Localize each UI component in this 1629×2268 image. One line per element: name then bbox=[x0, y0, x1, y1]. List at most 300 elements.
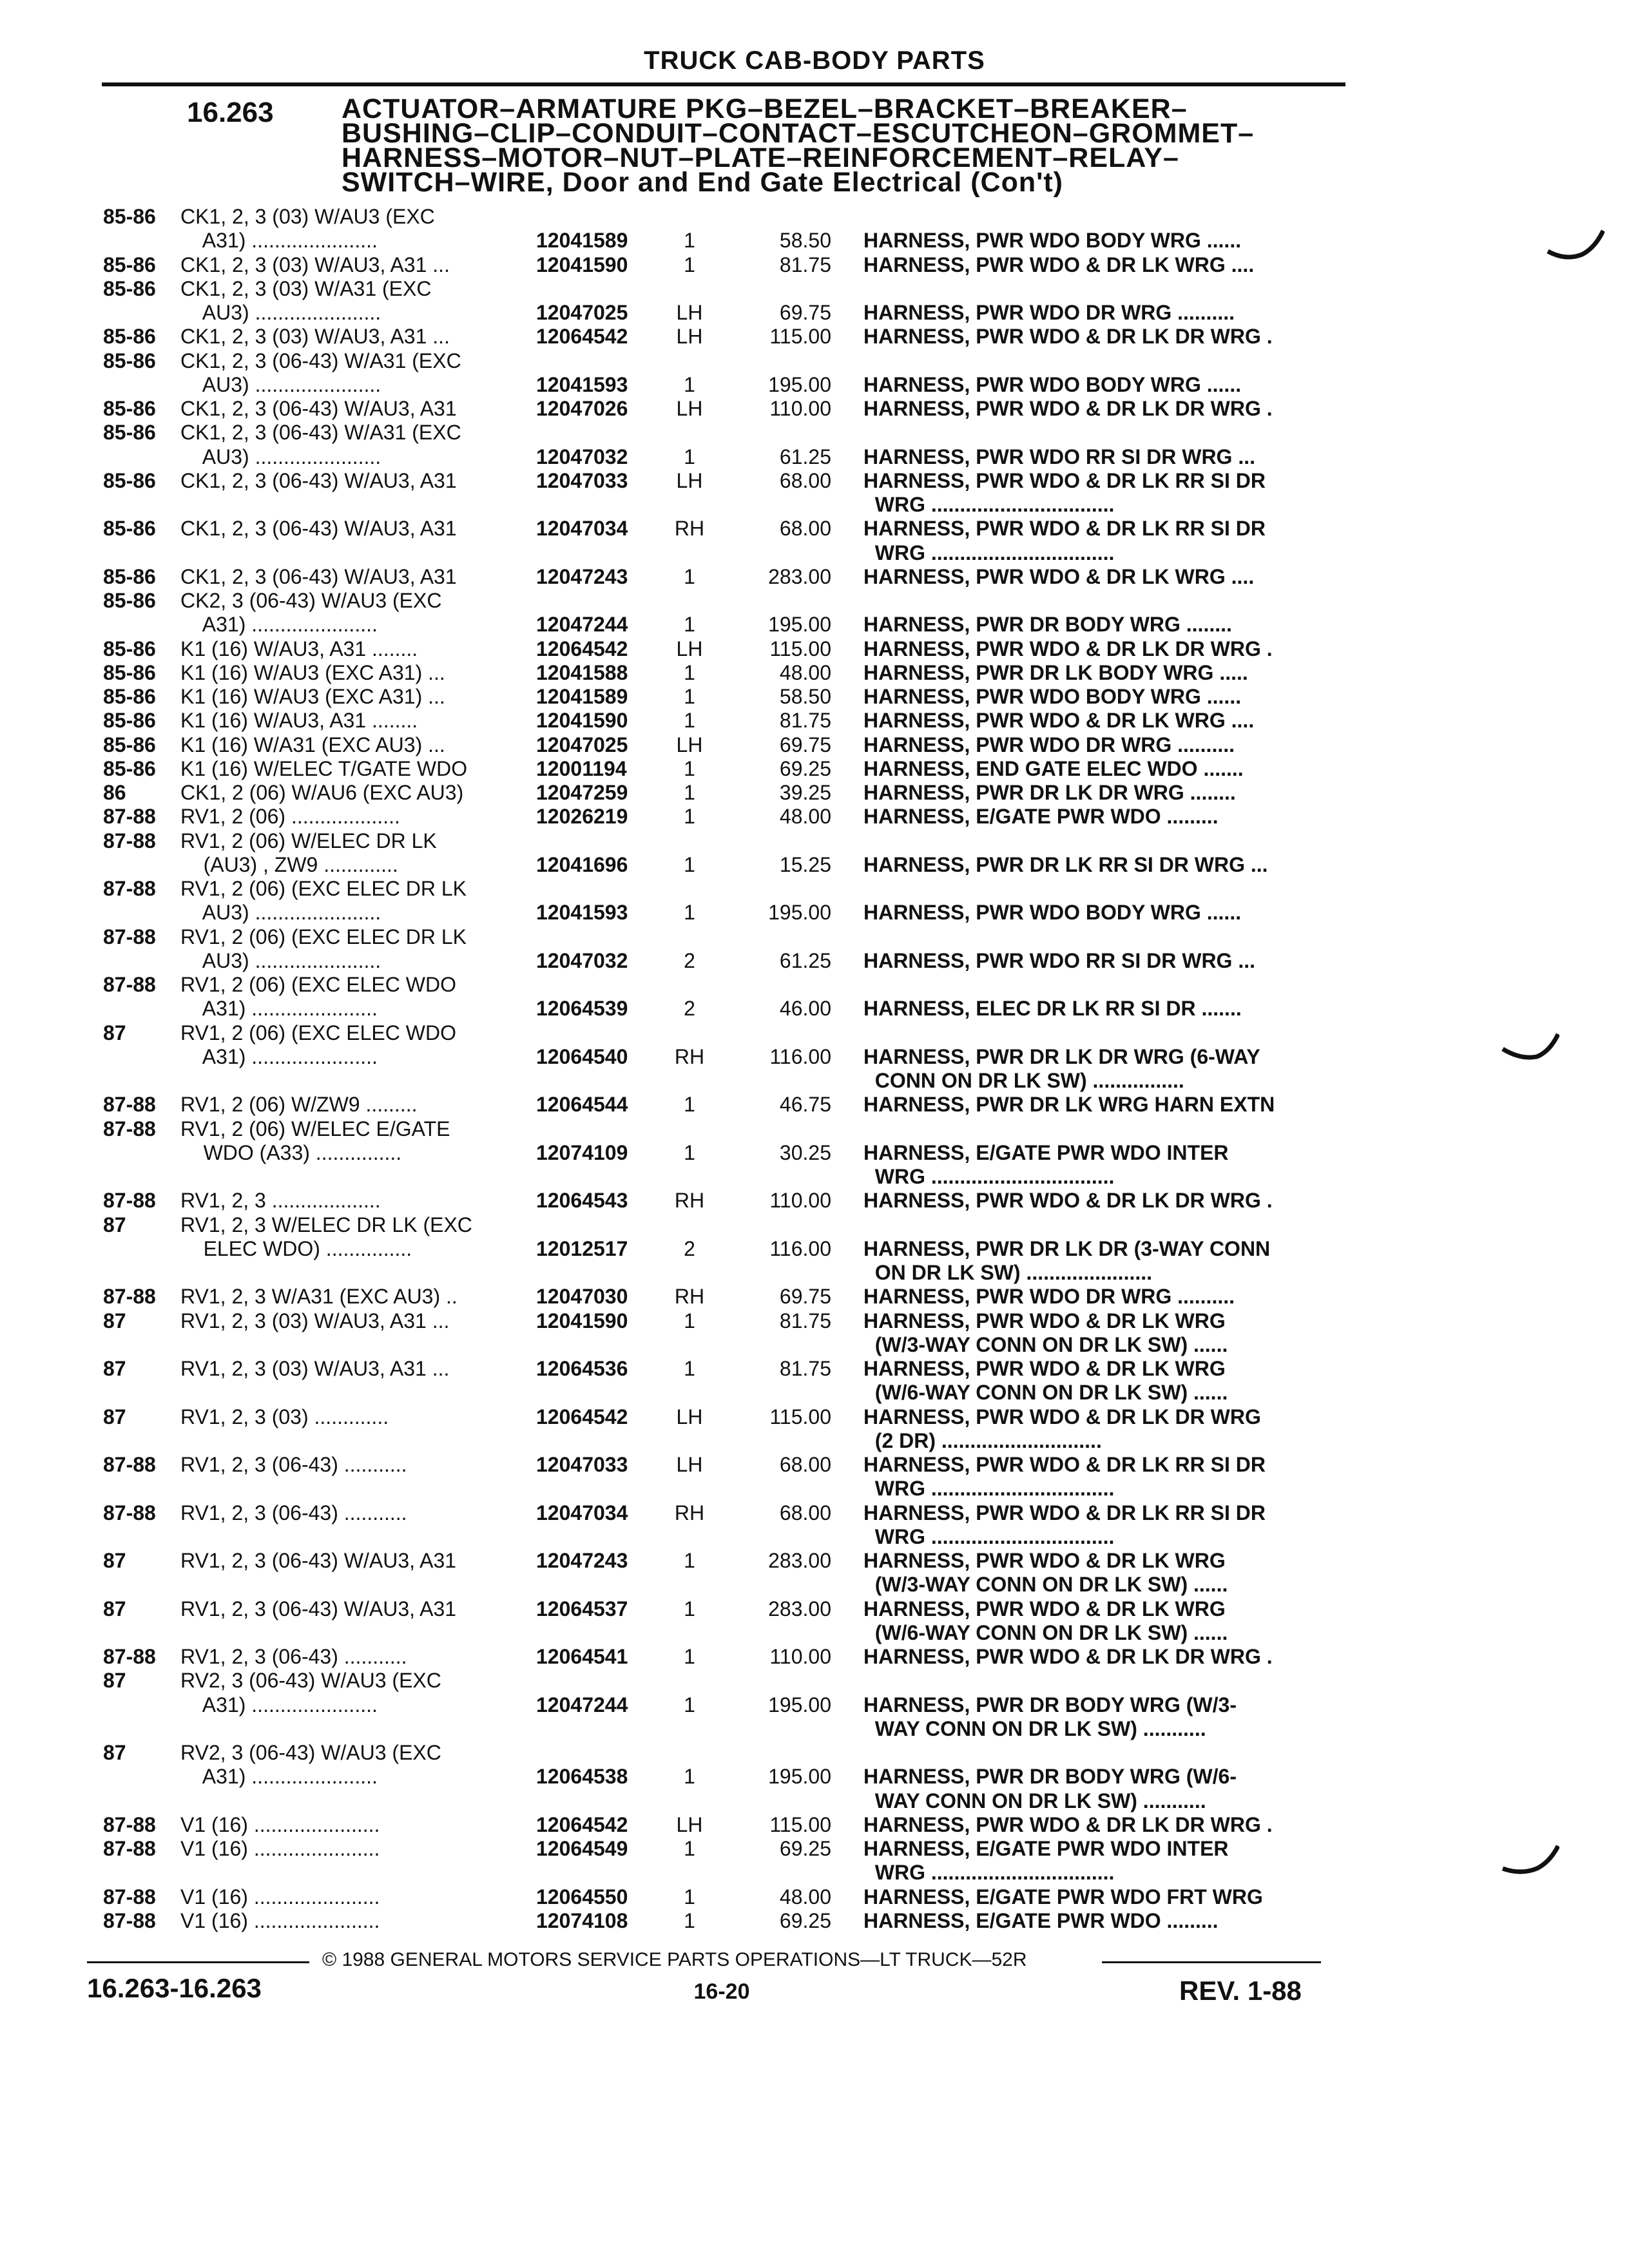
description: (W/3-WAY CONN ON DR LK SW) ...... bbox=[863, 1573, 1228, 1597]
quantity: 1 bbox=[684, 1597, 695, 1620]
application: V1 (16) ...................... bbox=[180, 1885, 380, 1908]
price: 195.00 bbox=[768, 613, 831, 637]
quantity: 1 bbox=[684, 1645, 695, 1668]
price: 195.00 bbox=[768, 372, 831, 396]
application: CK1, 2, 3 (03) W/AU3 (EXC bbox=[180, 205, 435, 228]
table-row bbox=[103, 1309, 1353, 1333]
application: A31) ...................... bbox=[180, 997, 378, 1021]
model-year: 87 bbox=[103, 1597, 126, 1620]
model-year: 87-88 bbox=[103, 805, 156, 829]
application: RV1, 2, 3 W/A31 (EXC AU3) .. bbox=[180, 1285, 458, 1309]
description: (W/6-WAY CONN ON DR LK SW) ...... bbox=[863, 1381, 1228, 1405]
price: 195.00 bbox=[768, 1765, 831, 1789]
table-row bbox=[103, 1765, 1353, 1789]
quantity: LH bbox=[676, 637, 703, 660]
application: A31) ...................... bbox=[180, 1044, 378, 1068]
quantity: 1 bbox=[684, 1549, 695, 1572]
description: HARNESS, PWR DR LK RR SI DR WRG ... bbox=[863, 852, 1268, 876]
table-row bbox=[103, 205, 1353, 229]
description: HARNESS, PWR WDO DR WRG .......... bbox=[863, 1285, 1235, 1309]
description: HARNESS, PWR DR LK WRG HARN EXTN bbox=[863, 1093, 1275, 1117]
description: (2 DR) ............................ bbox=[863, 1428, 1102, 1452]
quantity: 1 bbox=[684, 1309, 695, 1332]
model-year: 87 bbox=[103, 1357, 126, 1380]
price: 115.00 bbox=[769, 1405, 831, 1428]
description: HARNESS, E/GATE PWR WDO ......... bbox=[863, 805, 1219, 829]
heading-line: ACTUATOR–ARMATURE PKG–BEZEL–BRACKET–BREAKER– bbox=[342, 93, 1188, 124]
application: K1 (16) W/AU3, A31 ........ bbox=[180, 637, 418, 660]
table-row bbox=[103, 397, 1353, 421]
price: 68.00 bbox=[779, 1453, 831, 1476]
table-row bbox=[103, 1621, 1353, 1645]
heading-line: HARNESS–MOTOR–NUT–PLATE–REINFORCEMENT–RELAY– bbox=[342, 142, 1179, 173]
description: WRG ................................ bbox=[863, 1861, 1115, 1885]
part-number: 12064549 bbox=[536, 1837, 628, 1860]
price: 68.00 bbox=[779, 517, 831, 541]
part-number: 12041589 bbox=[536, 685, 628, 708]
table-row bbox=[103, 1045, 1353, 1069]
quantity: 1 bbox=[684, 1885, 695, 1908]
description: WAY CONN ON DR LK SW) ........... bbox=[863, 1716, 1206, 1740]
description: HARNESS, E/GATE PWR WDO ......... bbox=[863, 1908, 1219, 1932]
table-row bbox=[103, 1549, 1353, 1573]
model-year: 87 bbox=[103, 1213, 126, 1236]
application: RV1, 2 (06) (EXC ELEC DR LK bbox=[180, 925, 467, 948]
model-year: 87-88 bbox=[103, 1837, 156, 1860]
quantity: 1 bbox=[684, 901, 695, 925]
model-year: 85-86 bbox=[103, 205, 156, 228]
application: V1 (16) ...................... bbox=[180, 1812, 380, 1836]
quantity: LH bbox=[676, 468, 703, 492]
application: V1 (16) ...................... bbox=[180, 1837, 380, 1860]
description: HARNESS, PWR WDO DR WRG .......... bbox=[863, 733, 1235, 756]
model-year: 85-86 bbox=[103, 756, 156, 780]
table-row bbox=[103, 541, 1353, 565]
application: A31) ...................... bbox=[180, 1765, 378, 1789]
description: HARNESS, PWR DR LK DR WRG (6-WAY bbox=[863, 1044, 1260, 1068]
table-row bbox=[103, 1885, 1353, 1909]
part-number: 12064543 bbox=[536, 1189, 628, 1213]
model-year: 85-86 bbox=[103, 660, 156, 684]
part-number: 12064542 bbox=[536, 1405, 628, 1428]
quantity: 1 bbox=[684, 1765, 695, 1789]
page-title: TRUCK CAB-BODY PARTS bbox=[644, 46, 985, 75]
model-year: 85-86 bbox=[103, 468, 156, 492]
checkmark-icon bbox=[1501, 1031, 1559, 1070]
table-row bbox=[103, 1189, 1353, 1213]
model-year: 87-88 bbox=[103, 1645, 156, 1668]
quantity: 2 bbox=[684, 997, 695, 1021]
model-year: 87-88 bbox=[103, 973, 156, 996]
heading-line: BUSHING–CLIP–CONDUIT–CONTACT–ESCUTCHEON–GROMMET– bbox=[342, 118, 1255, 149]
table-row bbox=[103, 373, 1353, 397]
model-year: 87-88 bbox=[103, 1908, 156, 1932]
description: CONN ON DR LK SW) ................ bbox=[863, 1069, 1184, 1092]
quantity: 1 bbox=[684, 1908, 695, 1932]
title-rule bbox=[102, 82, 1345, 86]
description: HARNESS, PWR DR BODY WRG ........ bbox=[863, 613, 1232, 637]
price: 81.75 bbox=[779, 253, 831, 276]
part-number: 12047033 bbox=[536, 468, 628, 492]
price: 116.00 bbox=[769, 1236, 831, 1260]
application: RV1, 2 (06) (EXC ELEC WDO bbox=[180, 1021, 456, 1044]
quantity: LH bbox=[676, 397, 703, 420]
table-row bbox=[103, 469, 1353, 493]
quantity: 1 bbox=[684, 372, 695, 396]
application: CK1, 2, 3 (06-43) W/A31 (EXC bbox=[180, 421, 461, 445]
table-row bbox=[103, 1909, 1353, 1933]
application: RV1, 2, 3 W/ELEC DR LK (EXC bbox=[180, 1213, 472, 1236]
part-number: 12064542 bbox=[536, 1812, 628, 1836]
description: HARNESS, END GATE ELEC WDO ....... bbox=[863, 756, 1244, 780]
price: 69.25 bbox=[779, 1837, 831, 1860]
checkmark-icon bbox=[1501, 1843, 1559, 1881]
part-number: 12047034 bbox=[536, 517, 628, 541]
model-year: 85-86 bbox=[103, 421, 156, 445]
application: CK1, 2, 3 (06-43) W/AU3, A31 bbox=[180, 517, 457, 541]
application: RV1, 2, 3 (06-43) W/AU3, A31 bbox=[180, 1597, 457, 1620]
price: 69.75 bbox=[779, 733, 831, 756]
price: 195.00 bbox=[768, 1693, 831, 1716]
table-row bbox=[103, 1093, 1353, 1117]
description: ON DR LK SW) ...................... bbox=[863, 1261, 1153, 1284]
table-row bbox=[103, 301, 1353, 325]
description: HARNESS, PWR WDO & DR LK DR WRG . bbox=[863, 325, 1273, 349]
description: HARNESS, E/GATE PWR WDO FRT WRG bbox=[863, 1885, 1263, 1908]
part-number: 12047244 bbox=[536, 1693, 628, 1716]
table-row bbox=[103, 613, 1353, 637]
table-row bbox=[103, 1237, 1353, 1261]
table-row bbox=[103, 1597, 1353, 1621]
price: 46.75 bbox=[779, 1093, 831, 1117]
price: 69.25 bbox=[779, 1908, 831, 1932]
quantity: 2 bbox=[684, 948, 695, 972]
part-number: 12047026 bbox=[536, 397, 628, 420]
application: RV1, 2, 3 (03) W/AU3, A31 ... bbox=[180, 1357, 450, 1380]
model-year: 87-88 bbox=[103, 1285, 156, 1309]
part-number: 12064540 bbox=[536, 1044, 628, 1068]
table-row bbox=[103, 1429, 1353, 1453]
price: 61.25 bbox=[779, 445, 831, 468]
application: (AU3) , ZW9 ............. bbox=[180, 852, 398, 876]
part-number: 12064541 bbox=[536, 1645, 628, 1668]
price: 69.75 bbox=[779, 301, 831, 324]
table-row bbox=[103, 1741, 1353, 1765]
part-number: 12041589 bbox=[536, 229, 628, 253]
description: HARNESS, PWR WDO RR SI DR WRG ... bbox=[863, 445, 1255, 468]
description: HARNESS, PWR WDO & DR LK WRG bbox=[863, 1309, 1226, 1332]
table-row bbox=[103, 733, 1353, 757]
description: HARNESS, PWR WDO & DR LK WRG .... bbox=[863, 253, 1255, 276]
quantity: 1 bbox=[684, 781, 695, 804]
description: WRG ................................ bbox=[863, 1524, 1115, 1548]
description: WAY CONN ON DR LK SW) ........... bbox=[863, 1789, 1206, 1812]
price: 110.00 bbox=[769, 1645, 831, 1668]
model-year: 87 bbox=[103, 1549, 126, 1572]
application: CK1, 2, 3 (06-43) W/AU3, A31 bbox=[180, 397, 457, 420]
table-row bbox=[103, 1837, 1353, 1861]
part-number: 12026219 bbox=[536, 805, 628, 829]
quantity: 1 bbox=[684, 805, 695, 829]
price: 68.00 bbox=[779, 1501, 831, 1524]
part-number: 12064544 bbox=[536, 1093, 628, 1117]
quantity: 2 bbox=[684, 1236, 695, 1260]
table-row bbox=[103, 1573, 1353, 1597]
table-row bbox=[103, 973, 1353, 997]
part-number: 12047032 bbox=[536, 445, 628, 468]
price: 48.00 bbox=[779, 1885, 831, 1908]
table-row bbox=[103, 853, 1353, 877]
description: HARNESS, PWR WDO & DR LK RR SI DR bbox=[863, 1453, 1266, 1476]
part-number: 12064538 bbox=[536, 1765, 628, 1789]
table-row bbox=[103, 1285, 1353, 1309]
application: A31) ...................... bbox=[180, 1693, 378, 1716]
table-row bbox=[103, 1477, 1353, 1501]
part-number: 12041590 bbox=[536, 1309, 628, 1332]
description: WRG ................................ bbox=[863, 493, 1115, 516]
quantity: LH bbox=[676, 1405, 703, 1428]
quantity: 1 bbox=[684, 1837, 695, 1860]
model-year: 87-88 bbox=[103, 1501, 156, 1524]
table-row bbox=[103, 637, 1353, 661]
table-row bbox=[103, 1333, 1353, 1357]
quantity: 1 bbox=[684, 1357, 695, 1380]
description: HARNESS, PWR WDO & DR LK RR SI DR bbox=[863, 468, 1266, 492]
table-row bbox=[103, 1645, 1353, 1669]
quantity: 1 bbox=[684, 660, 695, 684]
application: V1 (16) ...................... bbox=[180, 1908, 380, 1932]
price: 116.00 bbox=[769, 1044, 831, 1068]
model-year: 85-86 bbox=[103, 733, 156, 756]
description: HARNESS, PWR WDO & DR LK DR WRG bbox=[863, 1405, 1261, 1428]
table-row bbox=[103, 781, 1353, 805]
price: 115.00 bbox=[769, 1812, 831, 1836]
application: K1 (16) W/A31 (EXC AU3) ... bbox=[180, 733, 445, 756]
quantity: RH bbox=[674, 1189, 705, 1213]
section-number: 16.263 bbox=[187, 97, 274, 128]
price: 68.00 bbox=[779, 468, 831, 492]
application: RV1, 2, 3 (06-43) ........... bbox=[180, 1501, 407, 1524]
model-year: 87 bbox=[103, 1669, 126, 1693]
price: 15.25 bbox=[779, 852, 831, 876]
table-row bbox=[103, 421, 1353, 445]
description: HARNESS, PWR DR LK BODY WRG ..... bbox=[863, 660, 1248, 684]
application: A31) ...................... bbox=[180, 613, 378, 637]
part-number: 12047244 bbox=[536, 613, 628, 637]
quantity: LH bbox=[676, 301, 703, 324]
quantity: 1 bbox=[684, 852, 695, 876]
table-row bbox=[103, 949, 1353, 973]
part-number: 12041588 bbox=[536, 660, 628, 684]
application: K1 (16) W/AU3 (EXC A31) ... bbox=[180, 660, 445, 684]
description: HARNESS, PWR WDO RR SI DR WRG ... bbox=[863, 948, 1255, 972]
part-number: 12047034 bbox=[536, 1501, 628, 1524]
price: 58.50 bbox=[779, 229, 831, 253]
model-year: 87 bbox=[103, 1309, 126, 1332]
table-row bbox=[103, 253, 1353, 277]
model-year: 85-86 bbox=[103, 709, 156, 733]
quantity: 1 bbox=[684, 1093, 695, 1117]
description: HARNESS, PWR WDO & DR LK DR WRG . bbox=[863, 1189, 1273, 1213]
quantity: RH bbox=[674, 1044, 705, 1068]
quantity: 1 bbox=[684, 229, 695, 253]
description: HARNESS, PWR WDO BODY WRG ...... bbox=[863, 372, 1242, 396]
application: RV1, 2 (06) (EXC ELEC WDO bbox=[180, 973, 456, 996]
application: CK1, 2, 3 (06-43) W/A31 (EXC bbox=[180, 349, 461, 372]
price: 69.75 bbox=[779, 1285, 831, 1309]
description: HARNESS, PWR WDO & DR LK WRG .... bbox=[863, 564, 1255, 588]
description: HARNESS, PWR DR BODY WRG (W/3- bbox=[863, 1693, 1237, 1716]
description: WRG ................................ bbox=[863, 1477, 1115, 1501]
table-row bbox=[103, 1165, 1353, 1189]
application: RV1, 2 (06) W/ELEC DR LK bbox=[180, 829, 437, 852]
price: 283.00 bbox=[768, 564, 831, 588]
part-number: 12047030 bbox=[536, 1285, 628, 1309]
table-row bbox=[103, 1381, 1353, 1405]
description: HARNESS, PWR WDO & DR LK WRG .... bbox=[863, 709, 1255, 733]
part-number: 12064542 bbox=[536, 637, 628, 660]
model-year: 87-88 bbox=[103, 829, 156, 852]
model-year: 87-88 bbox=[103, 1117, 156, 1140]
price: 69.25 bbox=[779, 756, 831, 780]
quantity: 1 bbox=[684, 1693, 695, 1716]
quantity: 1 bbox=[684, 564, 695, 588]
part-number: 12041590 bbox=[536, 709, 628, 733]
description: HARNESS, PWR WDO & DR LK WRG bbox=[863, 1597, 1226, 1620]
application: K1 (16) W/AU3 (EXC A31) ... bbox=[180, 685, 445, 708]
description: (W/6-WAY CONN ON DR LK SW) ...... bbox=[863, 1620, 1228, 1644]
table-row bbox=[103, 1261, 1353, 1285]
application: RV1, 2, 3 (06-43) W/AU3, A31 bbox=[180, 1549, 457, 1572]
part-number: 12041696 bbox=[536, 852, 628, 876]
application: RV1, 2 (06) W/ZW9 ......... bbox=[180, 1093, 418, 1117]
application: CK1, 2, 3 (06-43) W/AU3, A31 bbox=[180, 564, 457, 588]
model-year: 87-88 bbox=[103, 1885, 156, 1908]
part-number: 12001194 bbox=[536, 756, 627, 780]
table-row bbox=[103, 1357, 1353, 1381]
table-row bbox=[103, 877, 1353, 901]
application: ELEC WDO) ............... bbox=[180, 1236, 412, 1260]
page-number: 16-20 bbox=[693, 1979, 750, 2004]
model-year: 85-86 bbox=[103, 325, 156, 349]
description: HARNESS, PWR WDO & DR LK DR WRG . bbox=[863, 397, 1273, 420]
table-row bbox=[103, 1669, 1353, 1693]
table-row bbox=[103, 1693, 1353, 1717]
footer-rule bbox=[1102, 1961, 1321, 1963]
table-row bbox=[103, 1453, 1353, 1477]
model-year: 86 bbox=[103, 781, 126, 804]
application: AU3) ...................... bbox=[180, 901, 381, 925]
quantity: LH bbox=[676, 1812, 703, 1836]
model-year: 87-88 bbox=[103, 1453, 156, 1476]
application: CK2, 3 (06-43) W/AU3 (EXC bbox=[180, 589, 442, 612]
quantity: LH bbox=[676, 733, 703, 756]
application: CK1, 2, 3 (03) W/AU3, A31 ... bbox=[180, 253, 450, 276]
model-year: 87-88 bbox=[103, 877, 156, 900]
price: 110.00 bbox=[769, 397, 831, 420]
description: HARNESS, PWR WDO BODY WRG ...... bbox=[863, 685, 1242, 708]
description: HARNESS, PWR DR BODY WRG (W/6- bbox=[863, 1765, 1237, 1789]
model-year: 85-86 bbox=[103, 349, 156, 372]
table-row bbox=[103, 1525, 1353, 1549]
application: WDO (A33) ............... bbox=[180, 1140, 402, 1164]
part-number: 12041593 bbox=[536, 372, 628, 396]
part-number: 12074108 bbox=[536, 1908, 628, 1932]
table-row bbox=[103, 997, 1353, 1021]
section-heading bbox=[342, 93, 1308, 198]
part-number: 12047243 bbox=[536, 564, 628, 588]
part-number: 12047259 bbox=[536, 781, 628, 804]
description: HARNESS, ELEC DR LK RR SI DR ....... bbox=[863, 997, 1242, 1021]
part-number: 12047032 bbox=[536, 948, 628, 972]
revision: REV. 1-88 bbox=[1179, 1975, 1302, 2006]
price: 283.00 bbox=[768, 1597, 831, 1620]
table-row bbox=[103, 757, 1353, 781]
model-year: 87-88 bbox=[103, 925, 156, 948]
price: 110.00 bbox=[769, 1189, 831, 1213]
quantity: 1 bbox=[684, 1140, 695, 1164]
description: HARNESS, PWR WDO & DR LK RR SI DR bbox=[863, 517, 1266, 541]
price: 283.00 bbox=[768, 1549, 831, 1572]
parts-list bbox=[103, 205, 1353, 1933]
application: CK1, 2, 3 (03) W/AU3, A31 ... bbox=[180, 325, 450, 349]
table-row bbox=[103, 1021, 1353, 1045]
price: 46.00 bbox=[779, 997, 831, 1021]
application: RV1, 2 (06) ................... bbox=[180, 805, 400, 829]
description: HARNESS, PWR WDO & DR LK DR WRG . bbox=[863, 1645, 1273, 1668]
model-year: 87 bbox=[103, 1021, 126, 1044]
description: WRG ................................ bbox=[863, 1165, 1115, 1188]
table-row bbox=[103, 445, 1353, 469]
price: 58.50 bbox=[779, 685, 831, 708]
description: HARNESS, E/GATE PWR WDO INTER bbox=[863, 1837, 1229, 1860]
quantity: RH bbox=[674, 517, 705, 541]
quantity: 1 bbox=[684, 685, 695, 708]
table-row bbox=[103, 829, 1353, 853]
part-number: 12064537 bbox=[536, 1597, 628, 1620]
model-year: 87 bbox=[103, 1741, 126, 1764]
model-year: 85-86 bbox=[103, 517, 156, 541]
quantity: 1 bbox=[684, 756, 695, 780]
table-row bbox=[103, 1069, 1353, 1093]
table-row bbox=[103, 709, 1353, 733]
quantity: 1 bbox=[684, 445, 695, 468]
part-number: 12041590 bbox=[536, 253, 628, 276]
description: HARNESS, E/GATE PWR WDO INTER bbox=[863, 1140, 1229, 1164]
quantity: 1 bbox=[684, 253, 695, 276]
model-year: 85-86 bbox=[103, 397, 156, 420]
checkmark-icon bbox=[1547, 226, 1605, 264]
part-number: 12047243 bbox=[536, 1549, 628, 1572]
application: K1 (16) W/ELEC T/GATE WDO bbox=[180, 756, 468, 780]
application: RV1, 2, 3 (06-43) ........... bbox=[180, 1453, 407, 1476]
price: 48.00 bbox=[779, 805, 831, 829]
price: 115.00 bbox=[769, 637, 831, 660]
application: RV1, 2, 3 ................... bbox=[180, 1189, 381, 1213]
part-number: 12064539 bbox=[536, 997, 628, 1021]
part-number: 12074109 bbox=[536, 1140, 628, 1164]
model-year: 85-86 bbox=[103, 253, 156, 276]
table-row bbox=[103, 1117, 1353, 1141]
price: 61.25 bbox=[779, 948, 831, 972]
application: A31) ...................... bbox=[180, 229, 378, 253]
table-row bbox=[103, 589, 1353, 613]
part-number: 12041593 bbox=[536, 901, 628, 925]
quantity: RH bbox=[674, 1501, 705, 1524]
quantity: RH bbox=[674, 1285, 705, 1309]
application: AU3) ...................... bbox=[180, 948, 381, 972]
price: 195.00 bbox=[768, 901, 831, 925]
